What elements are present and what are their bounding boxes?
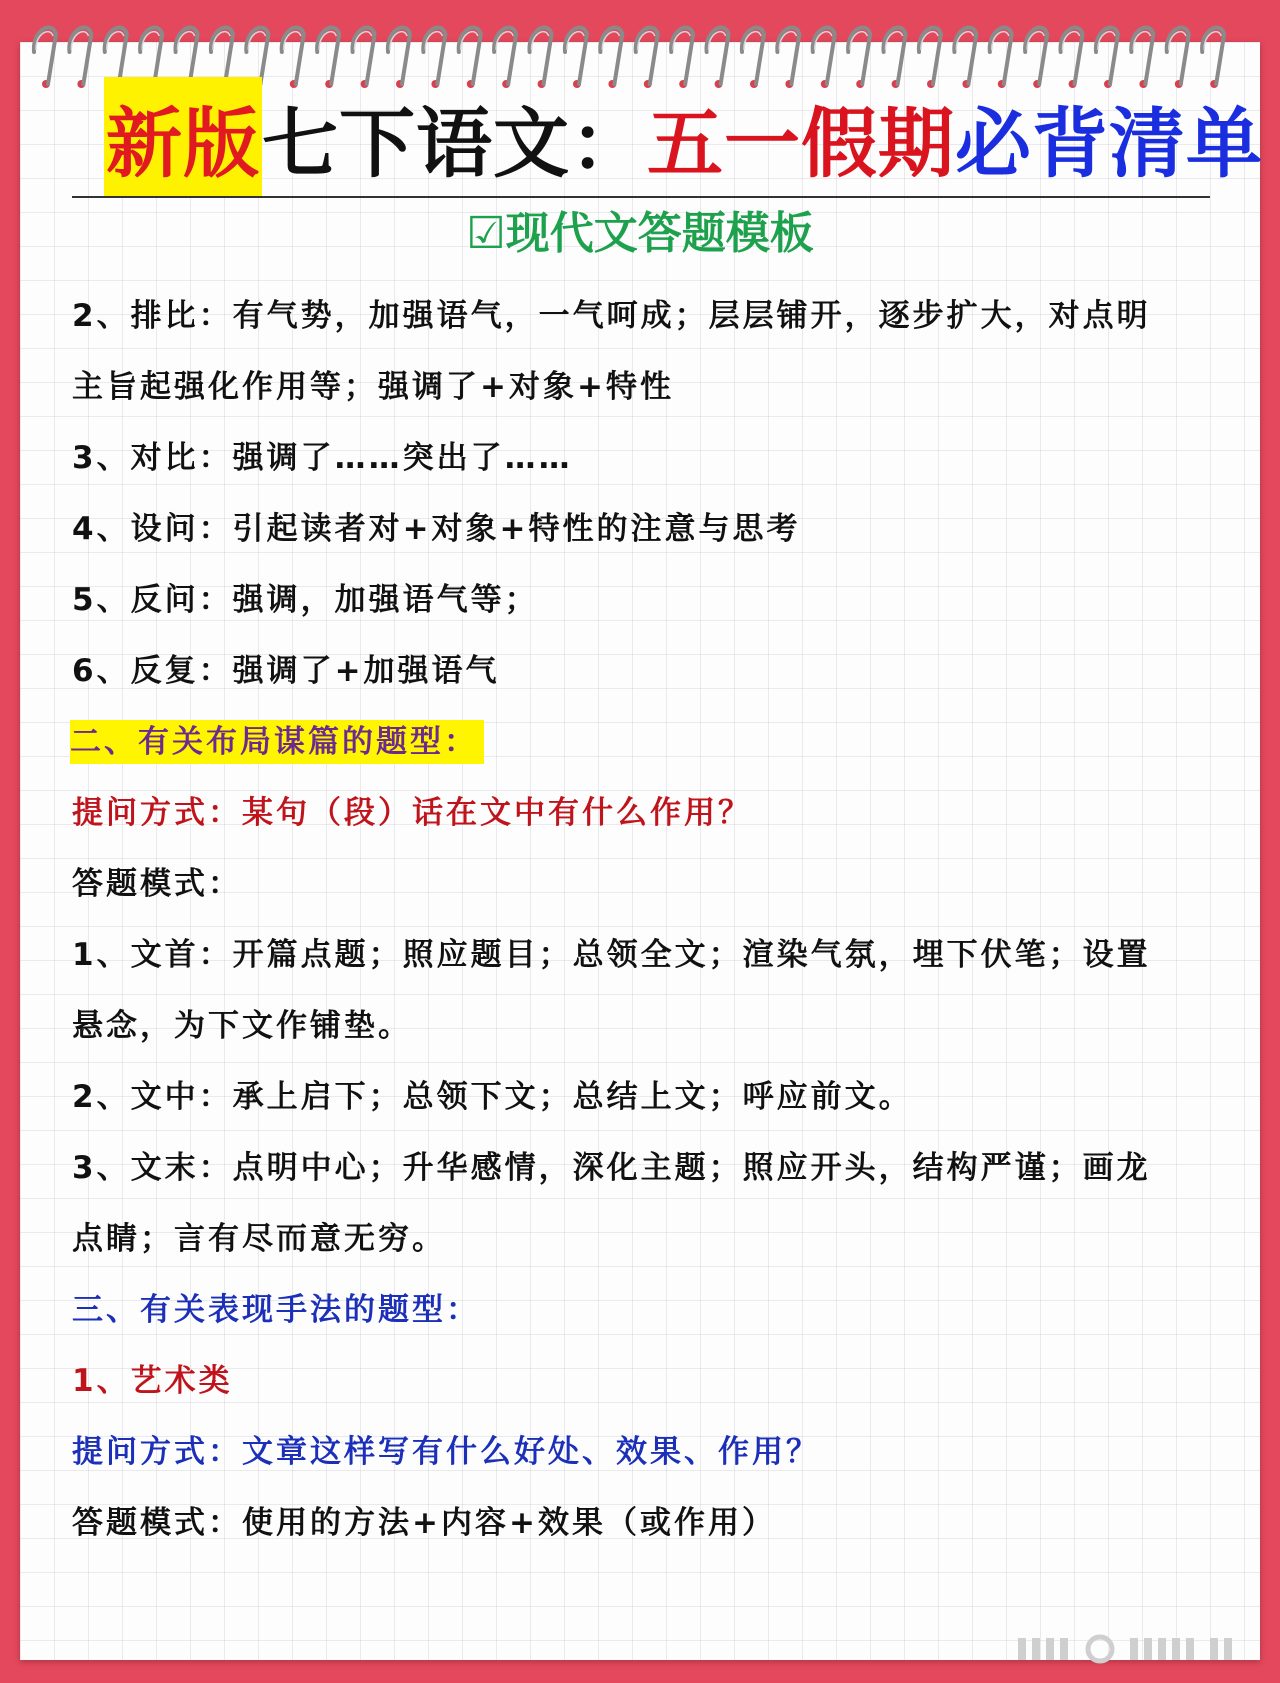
section-heading-text: 二、有关布局谋篇的题型：: [70, 720, 484, 764]
question-prompt: 提问方式：文章这样写有什么好处、效果、作用？: [72, 1434, 820, 1470]
content-line: 2、排比：有气势，加强语气，一气呵成；层层铺开，逐步扩大，对点明: [72, 298, 1151, 334]
watermark-bar: [1158, 1638, 1166, 1660]
watermark-bar: [1186, 1638, 1194, 1660]
subsection-heading: 1、艺术类: [72, 1363, 233, 1399]
watermark-bar: [1130, 1638, 1138, 1660]
title-blue-part: 必背清单: [955, 98, 1263, 188]
title-highlight-part: 新版: [104, 77, 262, 198]
content-line: 点睛；言有尽而意无穷。: [72, 1221, 446, 1257]
section-subtitle: ☑现代文答题模板: [466, 208, 814, 259]
title-divider: [72, 196, 1210, 198]
answer-mode-label: 答题模式：: [72, 866, 242, 902]
content-line: 主旨起强化作用等；强调了+对象+特性: [72, 369, 674, 405]
watermark-bar: [1046, 1638, 1054, 1660]
content-line: 悬念，为下文作铺垫。: [72, 1008, 412, 1044]
content-line: 2、文中：承上启下；总领下文；总结上文；呼应前文。: [72, 1079, 913, 1115]
watermark-bar: [1018, 1638, 1026, 1660]
content-line: 6、反复：强调了+加强语气: [72, 653, 500, 689]
watermark-bar: [1224, 1638, 1232, 1660]
title-black-part: 七下语文：: [262, 98, 647, 188]
section-heading-technique: 三、有关表现手法的题型：: [72, 1292, 480, 1328]
answer-mode-line: 答题模式：使用的方法+内容+效果（或作用）: [72, 1505, 776, 1541]
watermark-bar: [1172, 1638, 1180, 1660]
question-prompt: 提问方式：某句（段）话在文中有什么作用？: [72, 795, 752, 831]
watermark-bar: [1060, 1638, 1068, 1660]
watermark-icon: [1010, 1630, 1250, 1670]
notebook-page: [20, 42, 1260, 1660]
section-heading-layout: [72, 718, 1212, 766]
page-title: [104, 82, 1263, 192]
watermark-bar: [1210, 1638, 1218, 1660]
watermark-bar: [1032, 1638, 1040, 1660]
content-line: 1、文首：开篇点题；照应题目；总领全文；渲染气氛，埋下伏笔；设置: [72, 937, 1151, 973]
watermark-circle: [1088, 1637, 1112, 1661]
title-red-part: 五一假期: [647, 98, 955, 188]
content-line: 5、反问：强调，加强语气等；: [72, 582, 539, 618]
watermark-bar: [1144, 1638, 1152, 1660]
content-line: 3、文末：点明中心；升华感情，深化主题；照应开头，结构严谨；画龙: [72, 1150, 1151, 1186]
content-line: 4、设问：引起读者对+对象+特性的注意与思考: [72, 511, 801, 547]
content-line: 3、对比：强调了……突出了……: [72, 440, 573, 476]
